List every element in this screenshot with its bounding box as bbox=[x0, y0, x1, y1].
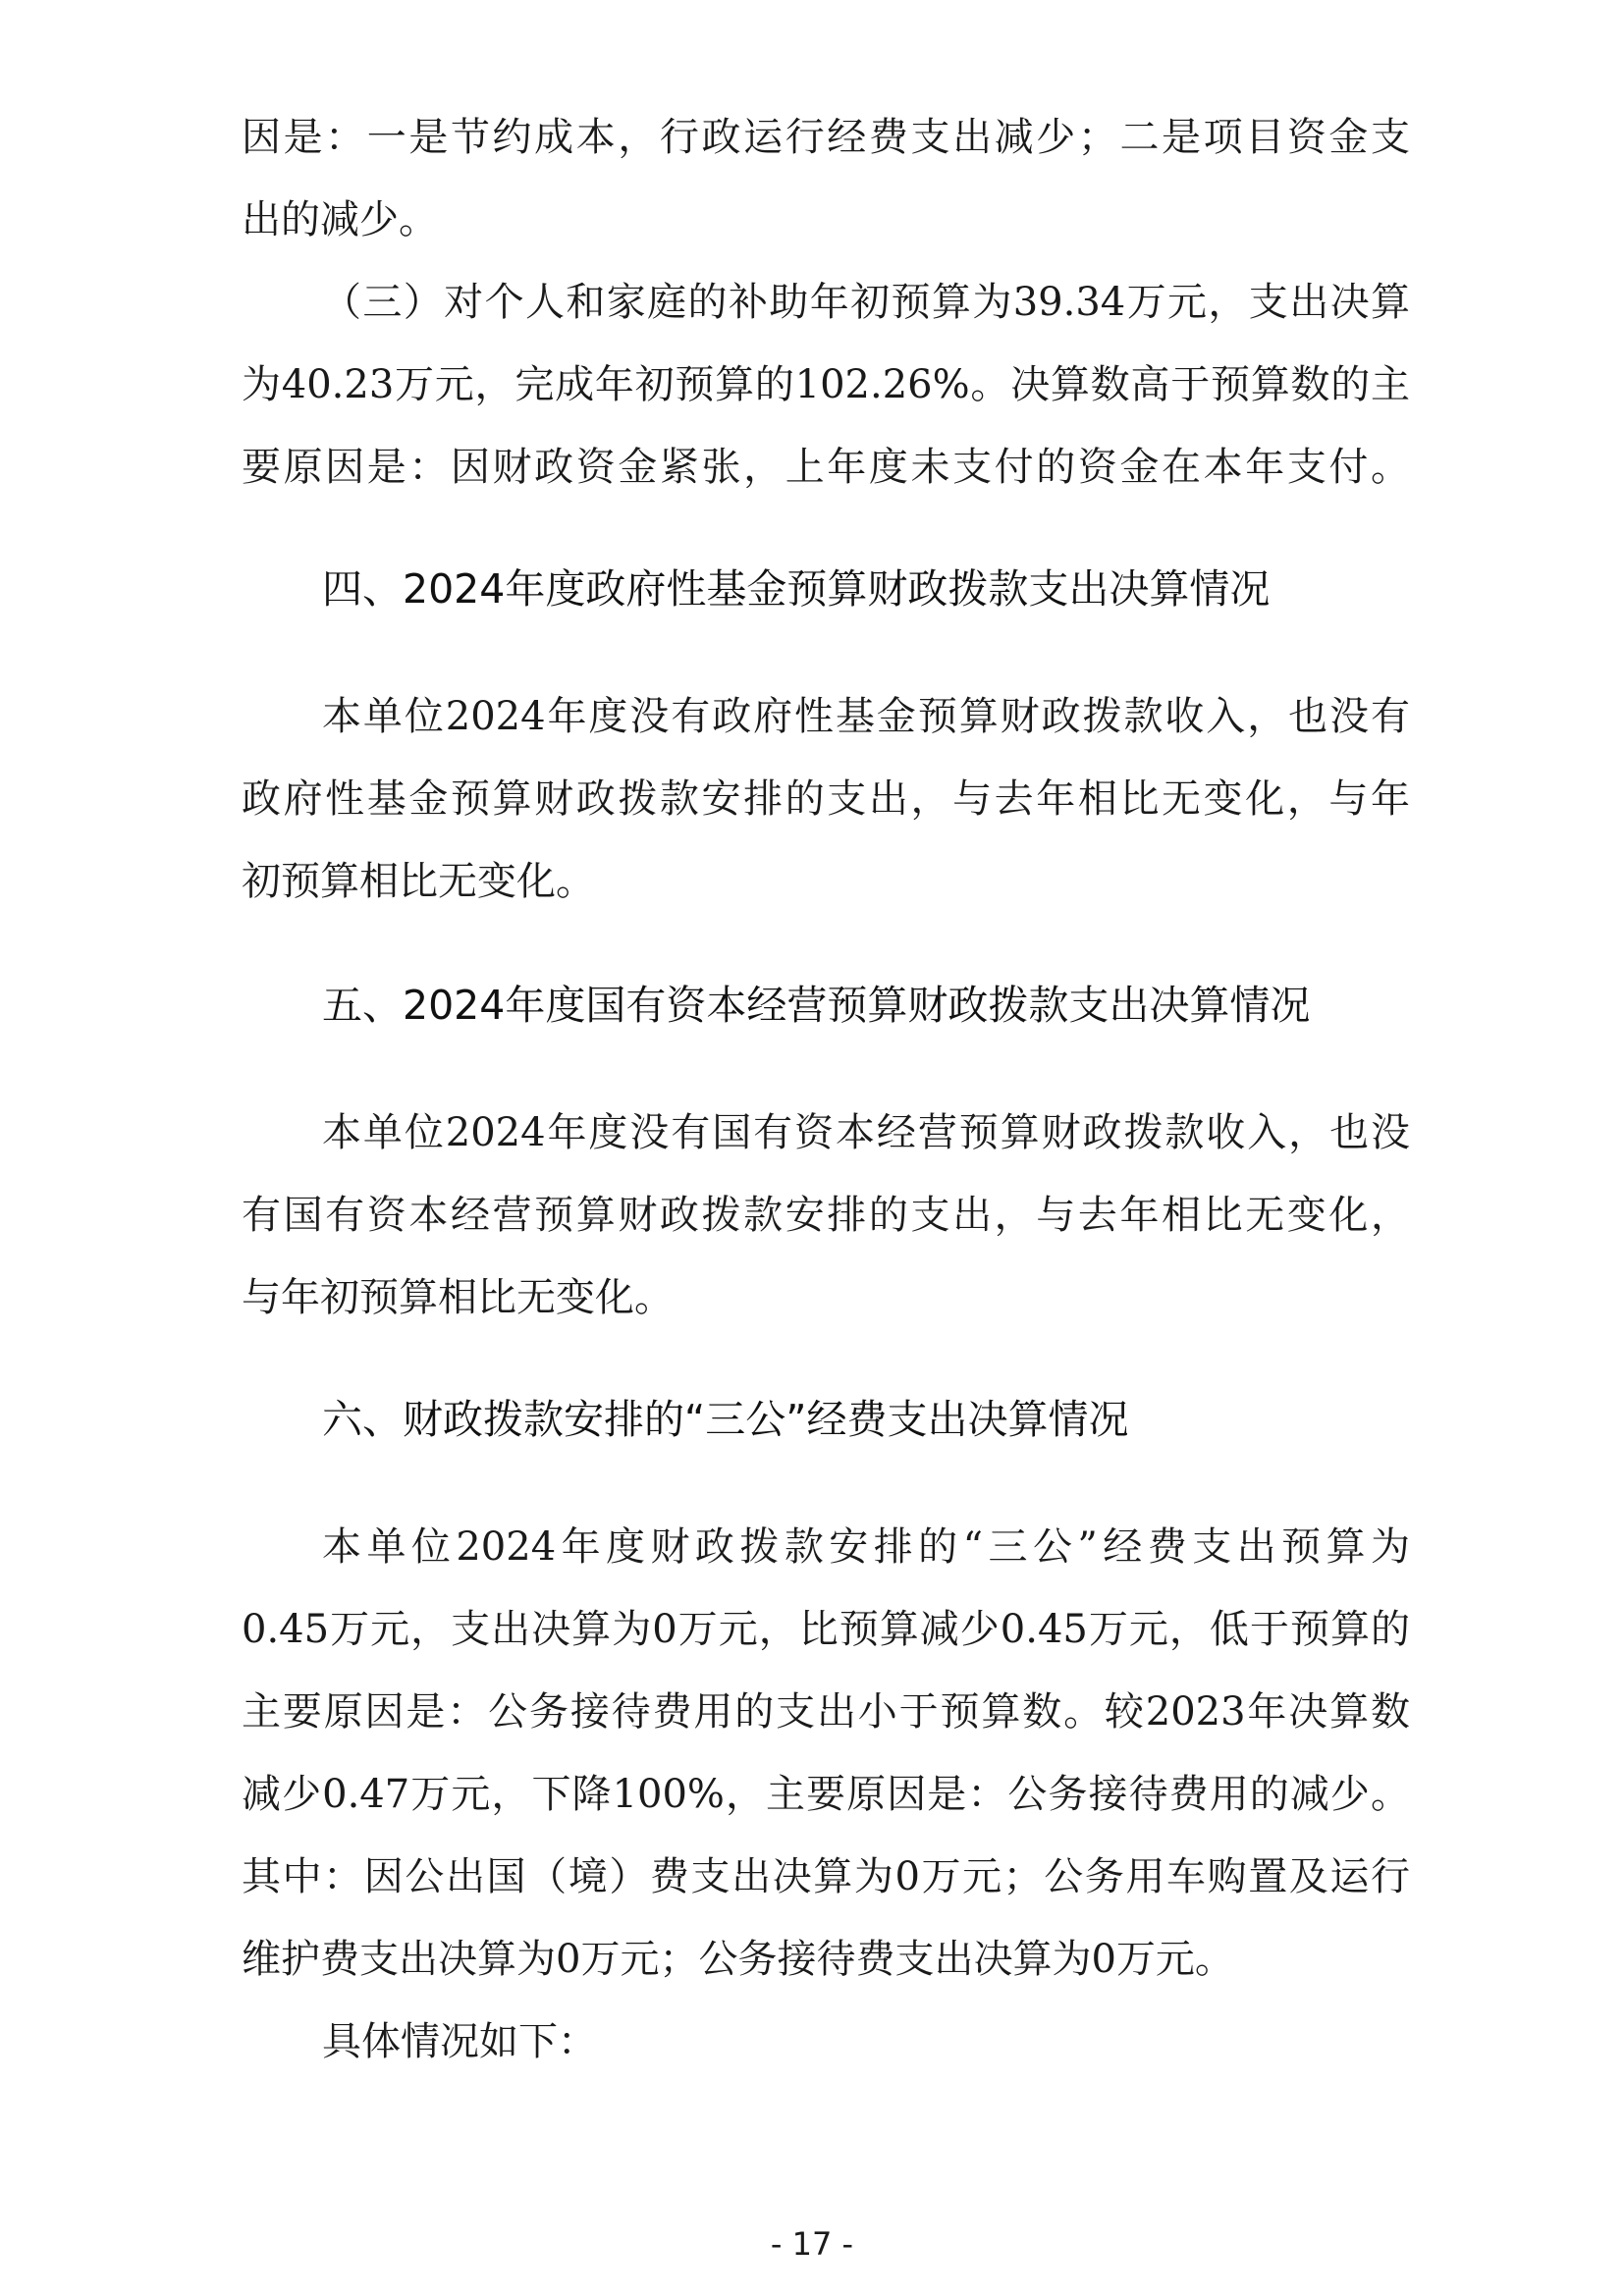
paragraph-line: 因是：一是节约成本，行政运行经费支出减少；二是项目资金支 bbox=[242, 115, 1410, 160]
paragraph-line: 与年初预算相比无变化。 bbox=[242, 1275, 674, 1320]
paragraph-line: 初预算相比无变化。 bbox=[242, 859, 595, 904]
section-heading: 五、2024年度国有资本经营预算财政拨款支出决算情况 bbox=[322, 982, 1311, 1029]
paragraph-line: 本单位2024年度没有政府性基金预算财政拨款收入，也没有 bbox=[322, 694, 1410, 739]
paragraph-line: 有国有资本经营预算财政拨款安排的支出，与去年相比无变化， bbox=[242, 1193, 1410, 1238]
section-heading: 四、2024年度政府性基金预算财政拨款支出决算情况 bbox=[322, 565, 1271, 613]
paragraph-line: 政府性基金预算财政拨款安排的支出，与去年相比无变化，与年 bbox=[242, 776, 1410, 822]
paragraph-line: 本单位2024年度财政拨款安排的“三公”经费支出预算为 bbox=[322, 1524, 1410, 1570]
paragraph-line: 具体情况如下： bbox=[322, 2019, 597, 2064]
paragraph-line: （三）对个人和家庭的补助年初预算为39.34万元，支出决算 bbox=[322, 280, 1410, 325]
paragraph-line: 维护费支出决算为0万元；公务接待费支出决算为0万元。 bbox=[242, 1937, 1234, 1982]
paragraph-line: 0.45万元，支出决算为0万元，比预算减少0.45万元，低于预算的 bbox=[242, 1607, 1410, 1652]
paragraph-line: 要原因是：因财政资金紧张，上年度未支付的资金在本年支付。 bbox=[242, 445, 1410, 490]
paragraph-line: 为40.23万元，完成年初预算的102.26%。决算数高于预算数的主 bbox=[242, 362, 1410, 407]
paragraph-line: 本单位2024年度没有国有资本经营预算财政拨款收入，也没 bbox=[322, 1110, 1410, 1155]
paragraph-line: 主要原因是：公务接待费用的支出小于预算数。较2023年决算数 bbox=[242, 1689, 1410, 1735]
page-number: - 17 - bbox=[770, 2225, 854, 2263]
paragraph-line: 减少0.47万元，下降100%，主要原因是：公务接待费用的减少。 bbox=[242, 1772, 1410, 1817]
section-heading: 六、财政拨款安排的“三公”经费支出决算情况 bbox=[322, 1396, 1129, 1443]
paragraph-line: 其中：因公出国（境）费支出决算为0万元；公务用车购置及运行 bbox=[242, 1854, 1410, 1899]
paragraph-line: 出的减少。 bbox=[242, 197, 438, 242]
